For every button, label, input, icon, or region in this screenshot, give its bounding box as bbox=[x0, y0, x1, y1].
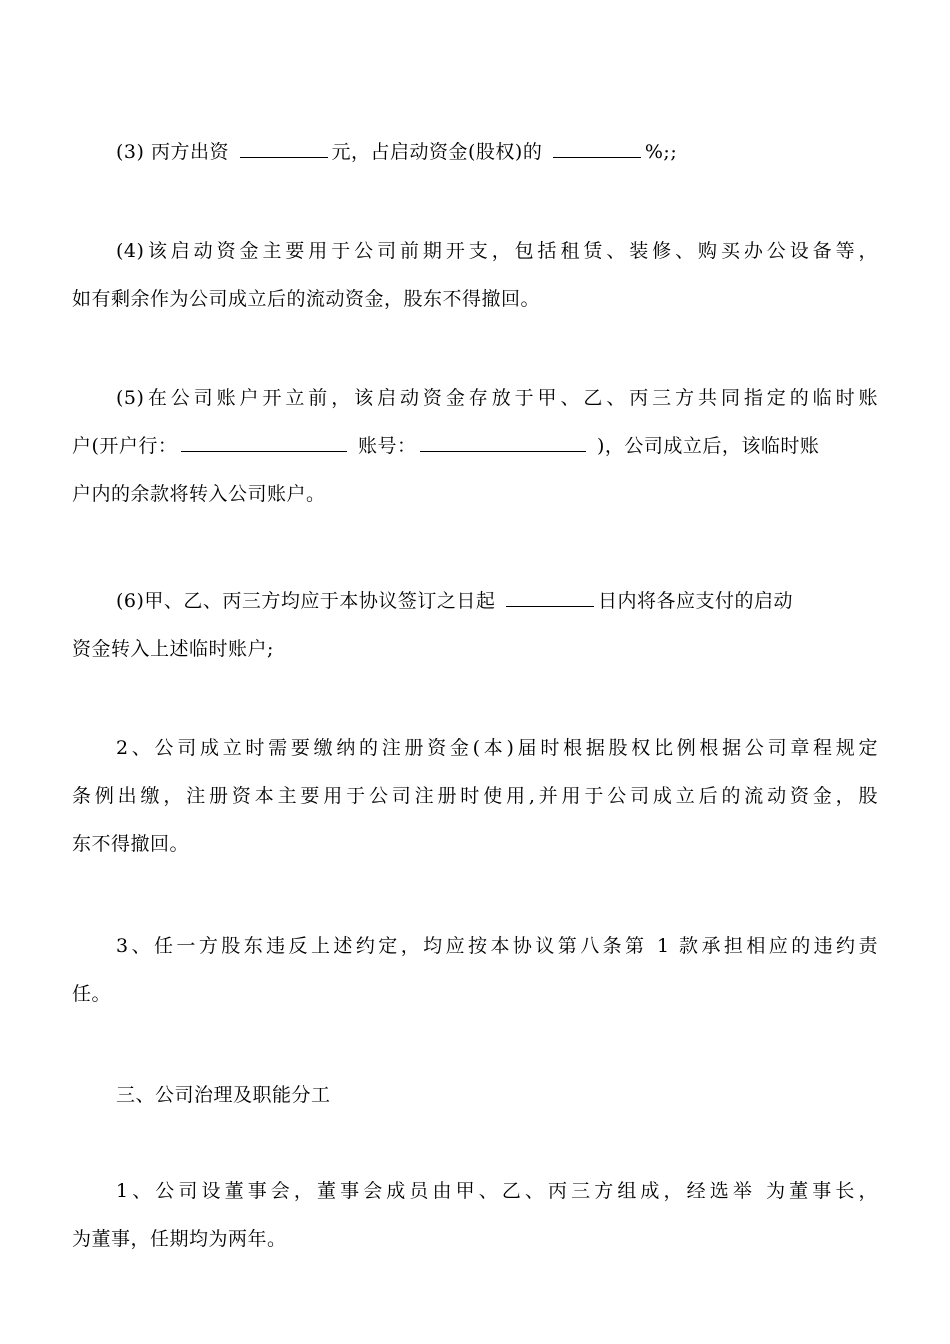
text-line: 3、任一方股东违反上述约定，均应按本协议第八条第 1 款承担相应的违约责 bbox=[116, 935, 878, 957]
text-segment: 账号： bbox=[351, 435, 417, 457]
text-line: 东不得撤回。 bbox=[72, 833, 190, 855]
text-line: 为董事，任期均为两年。 bbox=[72, 1228, 287, 1250]
text-segment: 元，占启动资金(股权)的 bbox=[331, 141, 549, 163]
paragraph-registered-capital bbox=[72, 724, 878, 868]
text-segment: 户(开户行： bbox=[72, 435, 178, 457]
blank-field bbox=[240, 139, 328, 158]
text-line: 任。 bbox=[72, 983, 112, 1005]
text-line: 资金转入上述临时账户; bbox=[72, 638, 274, 660]
text-line: 2、公司成立时需要缴纳的注册资金(本)届时根据股权比例根据公司章程规定 bbox=[116, 737, 878, 759]
text-line: (4)该启动资金主要用于公司前期开支，包括租赁、装修、购买办公设备等， bbox=[116, 240, 878, 262]
paragraph-payment-deadline bbox=[72, 577, 878, 673]
text-line: (5)在公司账户开立前，该启动资金存放于甲、乙、丙三方共同指定的临时账 bbox=[116, 387, 878, 409]
paragraph-capital-c bbox=[72, 128, 878, 176]
text-line: 户内的余款将转入公司账户。 bbox=[72, 483, 326, 505]
paragraph-startup-fund-use bbox=[72, 227, 878, 323]
paragraph-breach bbox=[72, 922, 878, 1018]
blank-field bbox=[420, 433, 586, 452]
text-line: 三、公司治理及职能分工 bbox=[116, 1084, 331, 1106]
paragraph-board bbox=[72, 1167, 878, 1263]
text-segment: )，公司成立后，该临时账 bbox=[590, 435, 820, 457]
text-line bbox=[72, 577, 878, 625]
text-line: 1、公司设董事会，董事会成员由甲、乙、丙三方组成，经选举 为董事长， bbox=[116, 1180, 878, 1202]
section-heading-governance bbox=[72, 1071, 878, 1119]
text-line: 条例出缴，注册资本主要用于公司注册时使用,并用于公司成立后的流动资金，股 bbox=[72, 785, 878, 807]
text-line bbox=[72, 128, 878, 176]
blank-field bbox=[181, 433, 347, 452]
blank-field bbox=[553, 139, 641, 158]
paragraph-temporary-account bbox=[72, 374, 878, 518]
text-line: 如有剩余作为公司成立后的流动资金，股东不得撤回。 bbox=[72, 288, 541, 310]
text-segment: (6)甲、乙、丙三方均应于本协议签订之日起 bbox=[116, 590, 502, 612]
text-segment: %;; bbox=[644, 141, 678, 163]
text-segment: 日内将各应支付的启动 bbox=[597, 590, 793, 612]
blank-field bbox=[506, 588, 594, 607]
text-line bbox=[72, 422, 878, 470]
text-segment: (3) 丙方出资 bbox=[116, 141, 236, 163]
